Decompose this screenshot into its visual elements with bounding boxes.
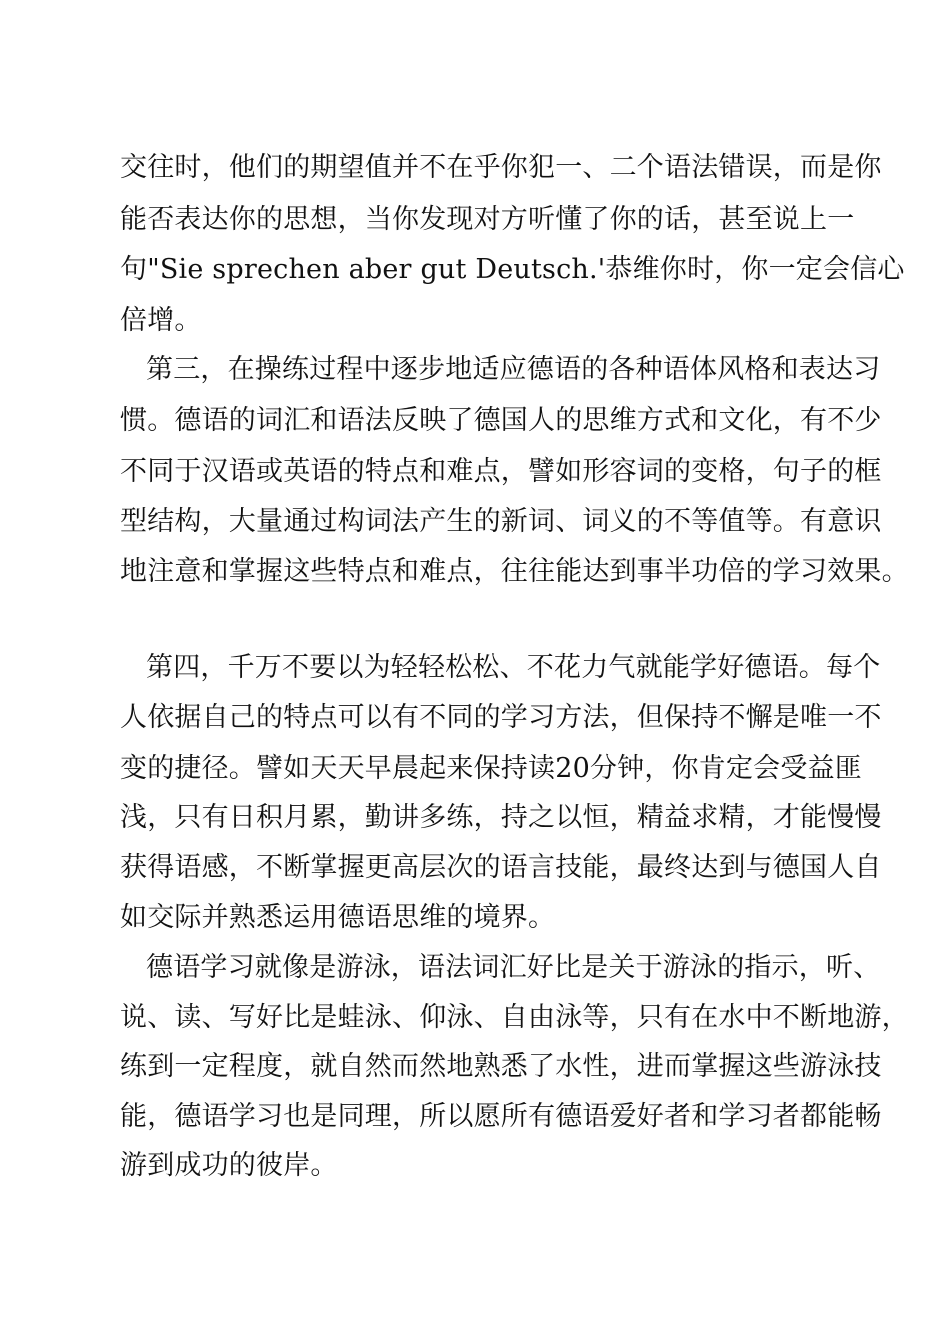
text-line: 能，德语学习也是同理，所以愿所有德语爱好者和学习者都能畅 — [120, 1101, 882, 1132]
text-line: 句"Sie sprechen aber gut Deutsch.'恭维你时，你一定会信心 — [120, 254, 905, 285]
text-line: 变的捷径。譬如天天早晨起来保持读20分钟，你肯定会受益匪 — [120, 753, 862, 784]
text-line: 能否表达你的思想，当你发现对方听懂了你的话，甚至说上一 — [120, 204, 855, 235]
text-line: 获得语感，不断掌握更高层次的语言技能，最终达到与德国人自 — [120, 852, 882, 883]
text-line: 交往时，他们的期望值并不在乎你犯一、二个语法错误，而是你 — [120, 152, 882, 183]
text-line: 练到一定程度，就自然而然地熟悉了水性，进而掌握这些游泳技 — [120, 1051, 882, 1082]
text-line: 第三，在操练过程中逐步地适应德语的各种语体风格和表达习 — [146, 354, 881, 385]
text-line: 惯。德语的词汇和语法反映了德国人的思维方式和文化，有不少 — [120, 405, 882, 436]
text-line: 型结构，大量通过构词法产生的新词、词义的不等值等。有意识 — [120, 506, 882, 537]
text-line: 不同于汉语或英语的特点和难点，譬如形容词的变格，句子的框 — [120, 456, 882, 487]
text-line: 浅，只有日积月累，勤讲多练，持之以恒，精益求精，才能慢慢 — [120, 802, 882, 833]
text-line: 第四，千万不要以为轻轻松松、不花力气就能学好德语。每个 — [146, 652, 881, 683]
text-line: 如交际并熟悉运用德语思维的境界。 — [120, 902, 556, 933]
text-line: 地注意和掌握这些特点和难点，往往能达到事半功倍的学习效果。 — [120, 556, 909, 587]
text-line: 人依据自己的特点可以有不同的学习方法，但保持不懈是唯一不 — [120, 702, 882, 733]
text-line: 游到成功的彼岸。 — [120, 1150, 338, 1181]
text-line: 德语学习就像是游泳，语法词汇好比是关于游泳的指示，听、 — [146, 952, 881, 983]
text-line: 倍增。 — [120, 305, 202, 336]
text-line: 说、读、写好比是蛙泳、仰泳、自由泳等，只有在水中不断地游， — [120, 1002, 909, 1033]
